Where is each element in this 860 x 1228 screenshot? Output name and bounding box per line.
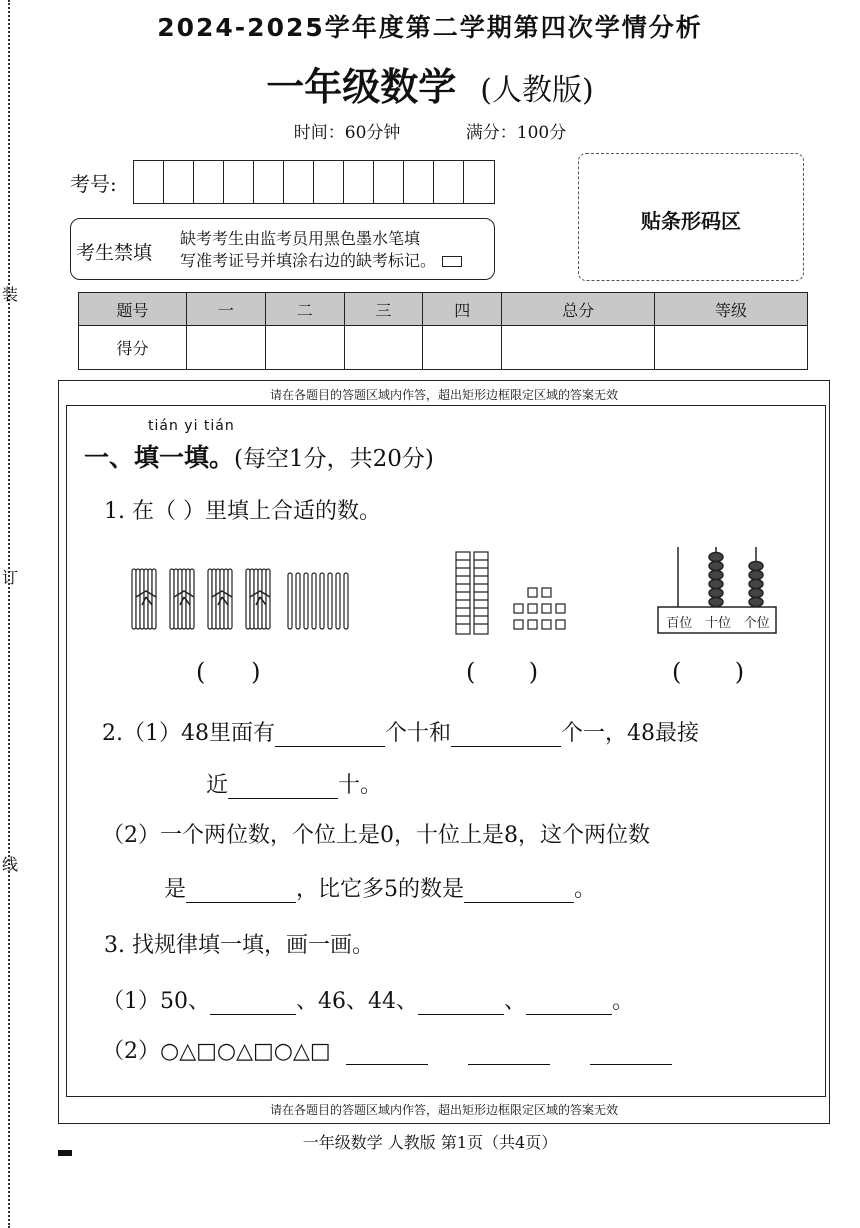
barcode-label: 贴条形码区 xyxy=(641,209,741,233)
blank[interactable] xyxy=(228,777,338,799)
score-header: 一 xyxy=(187,293,266,326)
blank[interactable] xyxy=(468,1043,550,1065)
exam-meta xyxy=(0,118,860,143)
score-cell[interactable] xyxy=(344,326,423,370)
answer-notice-bottom: 请在各题目的答题区域内作答，超出矩形边框限定区域的答案无效 xyxy=(269,1103,618,1117)
binding-mark: 线 xyxy=(2,855,19,874)
q2-part2-line2: 是 ，比它多5的数是 。 xyxy=(164,877,597,902)
exam-number-label: 考号: xyxy=(70,172,117,196)
score-table xyxy=(78,292,808,370)
exam-title: 2024-2025学年度第二学期第四次学情分析 xyxy=(157,13,703,42)
score-header: 等级 xyxy=(655,293,808,326)
q3-text: 3. 找规律填一填，画一画。 xyxy=(104,933,374,958)
blank[interactable] xyxy=(210,993,296,1015)
score-cell[interactable] xyxy=(423,326,502,370)
exam-time: 时间：60分钟 xyxy=(293,123,401,143)
sticks-picture xyxy=(128,565,358,635)
blank[interactable] xyxy=(451,725,561,747)
subject-name: 一年级数学 xyxy=(266,64,457,109)
forbid-title: 考生禁填 xyxy=(76,242,153,264)
blocks-picture xyxy=(452,550,582,638)
blank[interactable] xyxy=(275,725,385,747)
blank[interactable] xyxy=(346,1043,428,1065)
q3-part1: （1）50、 、46、44、 、 。 xyxy=(102,989,635,1014)
exam-number-boxes[interactable] xyxy=(133,160,495,204)
blank[interactable] xyxy=(590,1043,672,1065)
binding-mark: 订 xyxy=(2,568,19,587)
subject-title xyxy=(0,56,860,111)
binding-mark: 装 xyxy=(2,285,19,304)
answer-notice-top: 请在各题目的答题区域内作答，超出矩形边框限定区域的答案无效 xyxy=(269,388,618,402)
abacus-labels: 百位 十位 个位 xyxy=(666,616,770,631)
score-header: 总分 xyxy=(502,293,655,326)
score-cell[interactable] xyxy=(187,326,266,370)
section1-title: 一、填一填。(每空1分，共20分) xyxy=(84,443,434,472)
score-row-label: 得分 xyxy=(79,326,187,370)
binding-dotted-line xyxy=(8,0,10,1228)
score-cell[interactable] xyxy=(655,326,808,370)
blank[interactable] xyxy=(526,993,612,1015)
answer-paren-2[interactable]: ( ) xyxy=(466,658,539,686)
absent-mark-box[interactable] xyxy=(442,256,462,267)
blank[interactable] xyxy=(418,993,504,1015)
q1-text: 1. 在（ ）里填上合适的数。 xyxy=(104,499,381,524)
section1-pinyin: tián yi tián xyxy=(148,418,235,434)
answer-paren-3[interactable]: ( ) xyxy=(672,658,745,686)
shape-pattern: ○△□○△□○△□ xyxy=(160,1039,331,1064)
blank[interactable] xyxy=(186,881,296,903)
q2-part1-line1: 2.（1）48里面有 个十和 个一，48最接 xyxy=(102,721,699,746)
score-cell[interactable] xyxy=(265,326,344,370)
page-footer: 一年级数学 人教版 第1页（共4页） xyxy=(302,1133,558,1152)
q2-part2-line1: （2）一个两位数，个位上是0，十位上是8，这个两位数 xyxy=(102,823,650,848)
score-header: 题号 xyxy=(79,293,187,326)
exam-full-score: 满分：100分 xyxy=(465,123,567,143)
answer-paren-1[interactable]: ( ) xyxy=(196,658,261,686)
forbid-text: 缺考考生由监考员用黑色墨水笔填 写准考证号并填涂右边的缺考标记。 xyxy=(180,228,490,272)
q3-part2: （2）○△□○△□○△□ xyxy=(102,1034,672,1065)
score-header: 三 xyxy=(344,293,423,326)
score-header: 二 xyxy=(265,293,344,326)
q2-part1-line2: 近 十。 xyxy=(206,773,383,798)
edition: (人教版) xyxy=(480,73,594,108)
score-cell[interactable] xyxy=(502,326,655,370)
blank[interactable] xyxy=(464,881,574,903)
score-header: 四 xyxy=(423,293,502,326)
